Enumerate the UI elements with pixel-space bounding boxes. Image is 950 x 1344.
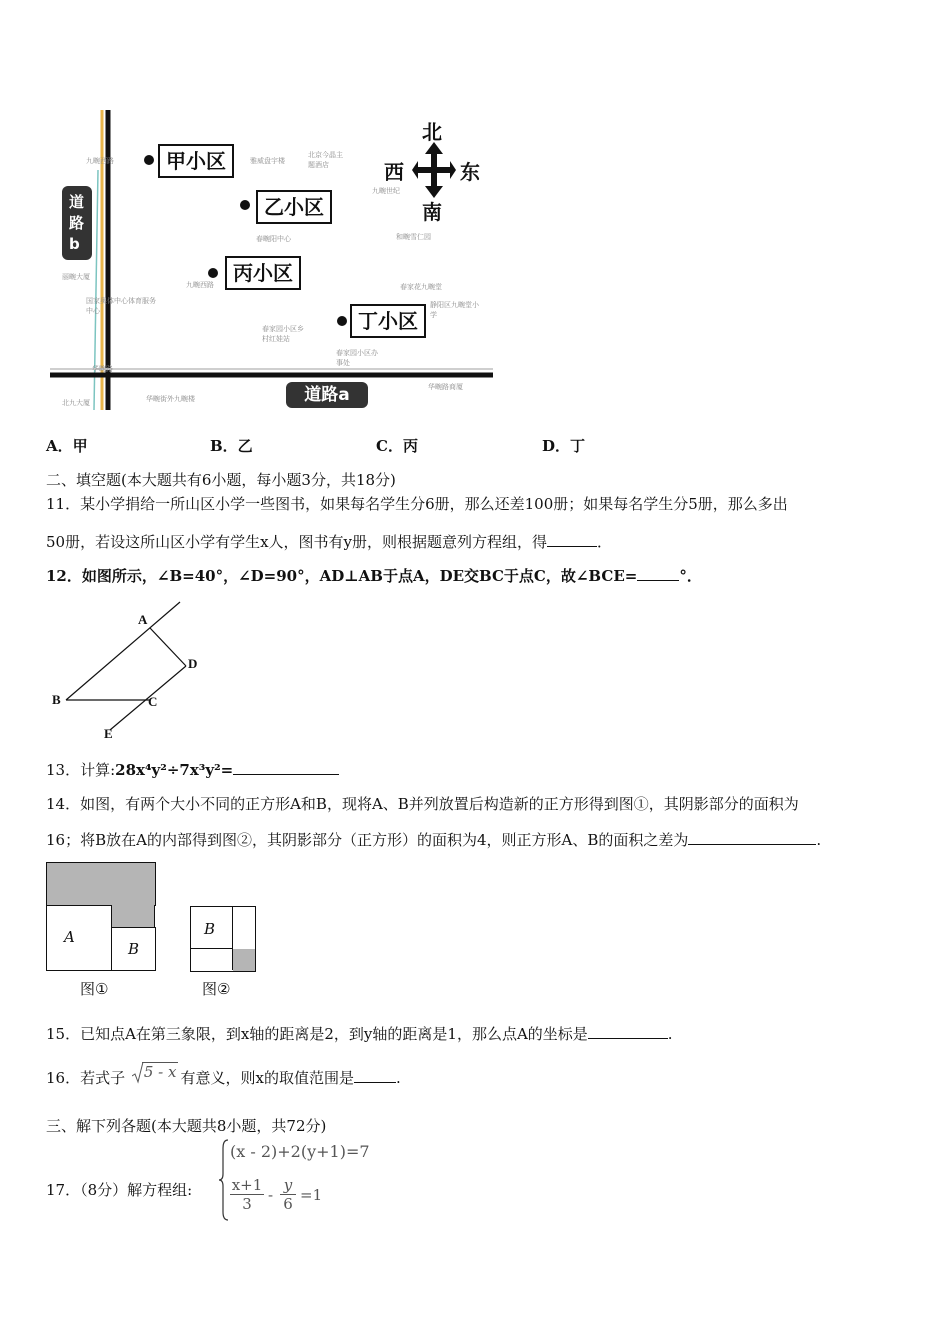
q14-line2 <box>46 830 821 850</box>
q11-line2 <box>46 532 612 552</box>
poi: 春家园小区乡村红娃站 <box>262 325 304 343</box>
q17-frac1 <box>230 1176 264 1213</box>
fig1-shaded-region <box>46 862 156 906</box>
q16-answer-blank <box>354 1068 396 1083</box>
jia-label: 甲小区 <box>158 144 234 178</box>
option-b: B．乙 <box>210 437 253 455</box>
poi: 九畹西路 <box>186 281 214 289</box>
poi: 九畹世纪 <box>372 187 400 195</box>
compass-arrows-icon <box>412 142 456 198</box>
q11-line2-text: 50册，若设这所山区小学有学生x人，图书有y册，则根据题意列方程组，得 <box>46 533 548 551</box>
section-2-title: 二、填空题(本大题共有6小题，每小题3分，共18分) <box>46 471 396 489</box>
yi-dot <box>240 200 250 210</box>
q17-frac2 <box>280 1176 296 1213</box>
poi: 北九大厦 <box>62 399 90 407</box>
poi: 国家奥体中心体育服务中心 <box>86 297 156 315</box>
map-figure <box>50 110 495 412</box>
point-b-label: B <box>52 692 61 707</box>
section-3-title: 三、解下列各题(本大题共8小题，共72分) <box>46 1117 327 1135</box>
q14-fig1 <box>46 862 158 972</box>
q15-stem: 15．已知点A在第三象限，到x轴的距离是2，到y轴的距离是1，那么点A的坐标是 <box>46 1025 588 1043</box>
line-ad <box>150 628 186 666</box>
q14-fig2-caption: 图② <box>202 980 231 998</box>
q14-answer-blank <box>688 830 816 845</box>
poi: 春家园小区办事处 <box>336 349 378 367</box>
q12-answer-blank <box>637 566 679 581</box>
q17-frac1-num: x+1 <box>231 1176 263 1194</box>
compass <box>380 116 490 224</box>
compass-west: 西 <box>384 160 404 184</box>
q13-pre: 13．计算: <box>46 761 116 779</box>
q17-pre: 17．（8分）解方程组: <box>46 1181 193 1199</box>
q16-post: 有意义，则x的取值范围是 <box>180 1069 354 1087</box>
q16-pre: 16．若式子 <box>46 1069 126 1087</box>
point-c-label: C <box>148 694 158 709</box>
compass-east: 东 <box>460 160 480 184</box>
road-b-label: 道路b <box>69 193 85 253</box>
q17-frac2-num: y <box>280 1176 296 1195</box>
q12-figure <box>46 598 216 746</box>
q16-radical <box>132 1063 179 1088</box>
q16-text <box>46 1063 401 1088</box>
option-a: A．甲 <box>46 437 88 455</box>
q12-end: °． <box>679 567 702 585</box>
poi: 丽畹大厦 <box>62 273 90 281</box>
poi: 华畹路商厦 <box>428 383 463 391</box>
compass-north: 北 <box>422 120 442 144</box>
jia-dot <box>144 155 154 165</box>
point-e-label: E <box>104 726 113 741</box>
poi: 华畹路 <box>92 365 113 373</box>
poi: 九畹西路 <box>86 157 114 165</box>
q11-answer-blank <box>547 532 597 547</box>
q15-text <box>46 1024 673 1044</box>
point-a-label: A <box>138 612 148 627</box>
q13-text <box>46 760 339 780</box>
poi: 雅威盘宇楼 <box>250 157 285 165</box>
q11-end: ． <box>597 533 613 551</box>
q14-line2-text: 16；将B放在A的内部得到图②，其阴影部分（正方形）的面积为4，则正方形A、B的面积之差为 <box>46 831 689 849</box>
bing-label: 丙小区 <box>225 256 301 290</box>
poi: 华畹街外九畹楼 <box>146 395 195 403</box>
poi: 北京今晶主题酒店 <box>308 151 343 169</box>
q15-end: . <box>667 1025 673 1043</box>
ding-dot <box>337 316 347 326</box>
q11-line1: 11．某小学捐给一所山区小学一些图书，如果每名学生分6册，那么还差100册；如果每名学生分5册，那么多出 <box>46 495 788 513</box>
fig1-square-a <box>46 905 112 971</box>
q12-stem: 12．如图所示，∠B=40°，∠D=90°，AD⊥AB于点A，DE交BC于点C，故∠BCE= <box>46 567 638 585</box>
poi: 静阳区九畹堂小学 <box>430 301 479 319</box>
q17-frac2-den: 6 <box>283 1195 293 1213</box>
bing-dot <box>208 268 218 278</box>
point-d-label: D <box>188 656 198 671</box>
road-b-tag <box>62 186 92 260</box>
fig2-shaded-square <box>233 949 255 971</box>
q14-end: . <box>816 831 822 849</box>
fig1-label-b: B <box>128 940 140 958</box>
ding-label: 丁小区 <box>350 304 426 338</box>
fig2-label-b: B <box>204 920 216 938</box>
q12-geometry <box>46 598 216 746</box>
q14-fig1-caption: 图① <box>80 980 109 998</box>
q13-expr: 28x⁴y²÷7x³y²= <box>115 761 234 779</box>
fig1-label-a: A <box>64 928 75 946</box>
q17-rhs: =1 <box>300 1186 323 1204</box>
q16-end: . <box>395 1069 401 1087</box>
q14-line1: 14．如图，有两个大小不同的正方形A和B，现将A、B并列放置后构造新的正方形得到图①，其阴影部分的面积为 <box>46 795 799 813</box>
q17-frac1-den: 3 <box>242 1195 252 1213</box>
yi-label: 乙小区 <box>256 190 332 224</box>
poi: 春畹阳中心 <box>256 235 291 243</box>
poi: 和畹雪仁园 <box>396 233 431 241</box>
option-c: C．丙 <box>376 437 418 455</box>
q14-fig2 <box>190 906 258 972</box>
q13-answer-blank <box>233 760 339 775</box>
left-brace-icon <box>218 1138 230 1222</box>
poi: 春家花九畹堂 <box>400 283 442 291</box>
fig1-shaded-right <box>110 905 155 927</box>
q12-text <box>46 566 702 586</box>
road-a-label: 道路a <box>304 385 350 405</box>
q17-eq1: (x - 2)+2(y+1)=7 <box>230 1142 370 1161</box>
road-a-tag <box>286 382 368 408</box>
q15-answer-blank <box>588 1024 668 1039</box>
option-d: D．丁 <box>542 437 586 455</box>
compass-south: 南 <box>422 200 442 224</box>
q17-system <box>218 1138 408 1222</box>
q17-minus: - <box>268 1186 274 1204</box>
q16-radicand: 5 - x <box>143 1063 177 1081</box>
